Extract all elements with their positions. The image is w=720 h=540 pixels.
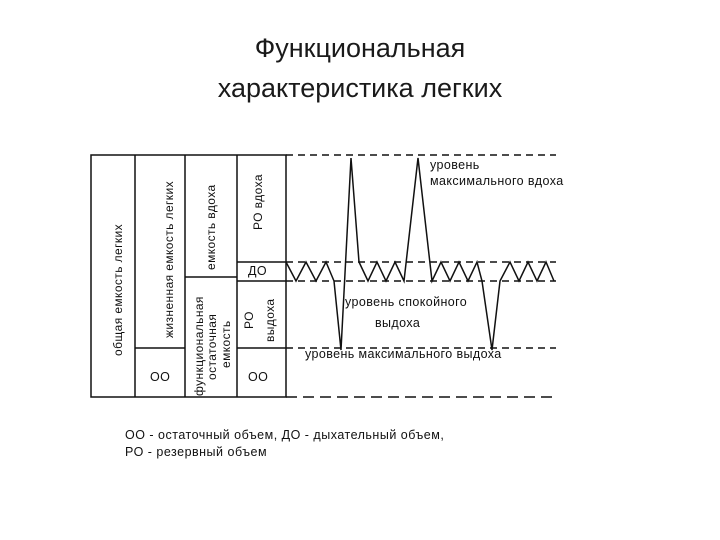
vital-capacity-label: жизненная емкость легких xyxy=(162,181,176,338)
max-inspiration-annotation-line-1: уровень xyxy=(430,158,480,172)
expiratory-reserve-vydoha-label: выдоха xyxy=(263,298,277,342)
frc-label-line-1: функциональная xyxy=(192,296,206,396)
inspiratory-capacity-label: емкость вдоха xyxy=(204,184,218,270)
page-title-line-1: Функциональная xyxy=(254,33,466,63)
inspiratory-reserve-label: РО вдоха xyxy=(251,174,265,230)
legend-line-1: ОО - остаточный объем, ДО - дыхательный объем, xyxy=(125,428,445,442)
quiet-expiration-annotation-line-1: уровень спокойного xyxy=(345,295,468,309)
residual-volume-right-label: ОО xyxy=(248,370,269,384)
expiratory-reserve-ro-label: РО xyxy=(242,311,256,329)
frc-label-line-2: остаточная xyxy=(205,313,219,380)
legend-line-2: РО - резервный объем xyxy=(125,445,268,459)
residual-volume-left-label: ОО xyxy=(150,370,171,384)
max-inspiration-annotation-line-2: максимального вдоха xyxy=(430,174,564,188)
quiet-expiration-annotation-line-2: выдоха xyxy=(375,316,421,330)
page-title-line-2: характеристика легких xyxy=(217,73,503,103)
total-lung-capacity-label: общая емкость легких xyxy=(111,224,125,356)
tidal-volume-label: ДО xyxy=(248,264,267,278)
max-expiration-annotation: уровень максимального выдоха xyxy=(305,347,502,361)
frc-label-line-3: емкость xyxy=(219,320,233,368)
